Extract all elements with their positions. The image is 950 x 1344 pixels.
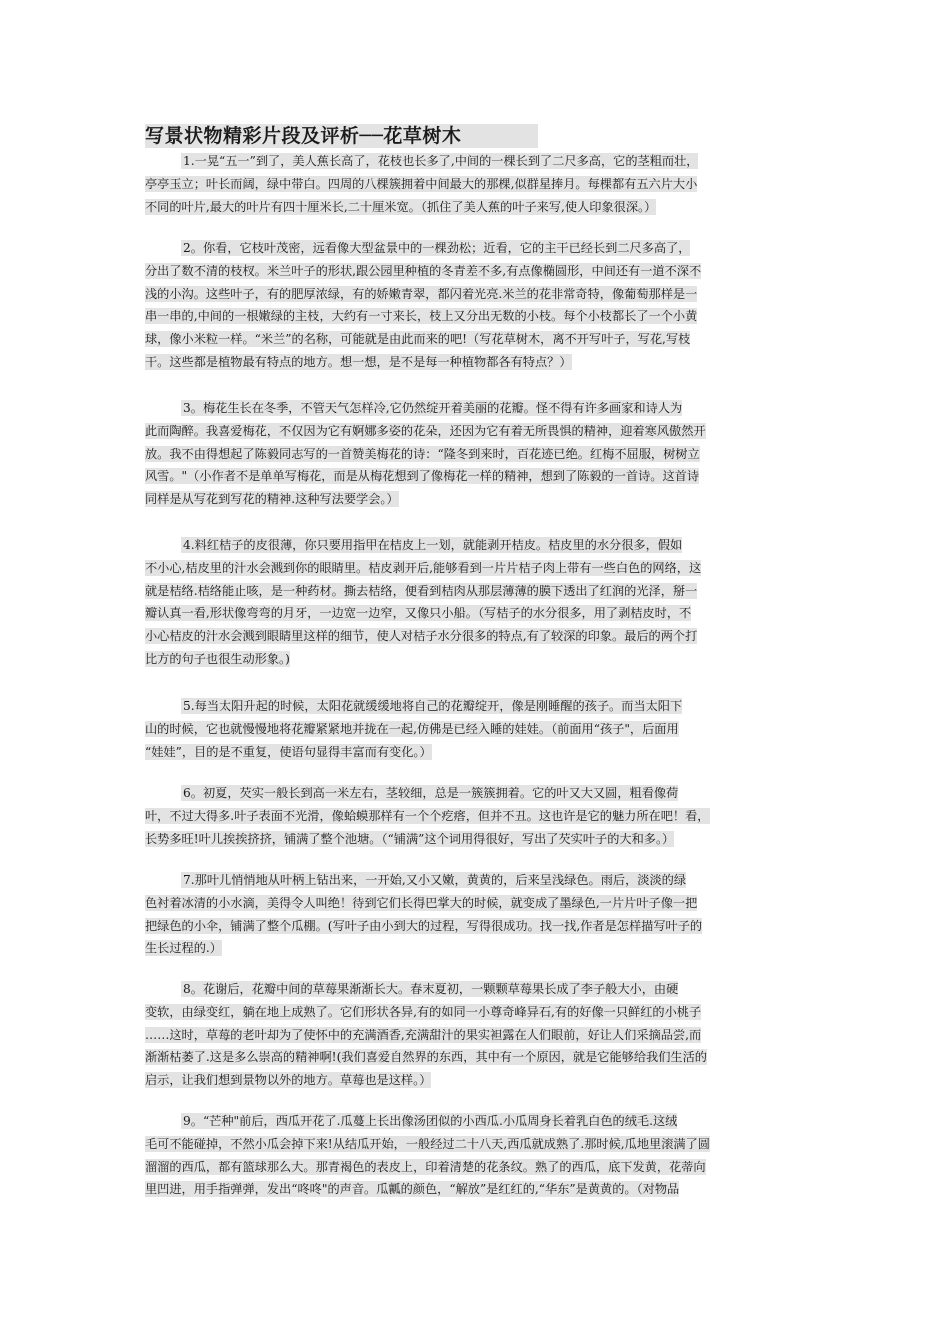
paragraph-line	[145, 741, 810, 764]
paragraph-line	[145, 420, 810, 443]
paragraph-line-text: 分出了数不清的枝杈。米兰叶子的形状,跟公园里种植的冬青差不多,有点像椭圆形，中间还有一道不深不	[145, 263, 702, 278]
paragraph-line	[145, 1001, 810, 1024]
paragraph-line-text: 把绿色的小伞，铺满了整个瓜棚。(写叶子由小到大的过程，写得很成功。找一找,作者是怎样描写叶子的	[145, 918, 703, 933]
paragraph-line-text: 3。梅花生长在冬季，不管天气怎样冷,它仍然绽开着美丽的花瓣。怪不得有许多画家和诗人为	[183, 401, 683, 415]
paragraph-line-text: 2。你看，它枝叶茂密，远看像大型盆景中的一棵劲松；近看，它的主干已经长到二尺多高了，	[183, 241, 691, 255]
paragraph-line	[145, 805, 810, 828]
paragraph-line-text: 不小心,桔皮里的汁水会溅到你的眼睛里。桔皮剥开后,能够看到一片片桔子肉上带有一些白色的网络，这	[145, 560, 702, 575]
paragraph-line	[145, 1069, 810, 1092]
paragraph-line	[145, 648, 810, 671]
paragraph-line	[145, 488, 810, 511]
paragraph-line-text: 6。初夏，芡实一般长到高一米左右，茎较细，总是一簇簇拥着。它的叶又大又圆，粗看像荷	[183, 786, 679, 800]
paragraph	[145, 534, 810, 671]
paragraph-line	[145, 1156, 810, 1179]
paragraph-line-text: 毛可不能碰掉，不然小瓜会掉下来!从结瓜开始，一般经过二十八天,西瓜就成熟了.那时候,瓜地里滚满了圆	[145, 1136, 710, 1151]
paragraph-line-text: 变软，由绿变红，躺在地上成熟了。它们形状各异,有的如同一小尊奇峰异石,有的好像一只鲜红的小桃子	[145, 1004, 702, 1019]
paragraph-line-text: 小心桔皮的汁水会溅到眼睛里这样的细节，使人对桔子水分很多的特点,有了较深的印象。最后的两个打	[145, 629, 698, 644]
paragraph-line-text: 球，像小米粒一样。“米兰”的名称，可能就是由此而来的吧!（写花草树木，离不开写叶子，写花,写枝	[145, 332, 691, 347]
paragraph	[145, 695, 810, 763]
paragraph-line	[145, 557, 810, 580]
paragraph-line	[145, 869, 810, 892]
paragraph-line-text: 串一串的,中间的一根嫩绿的主枝，大约有一寸来长，枝上又分出无数的小枝。每个小枝都长了一个小黄	[145, 309, 698, 324]
paragraph-line-text: 7.那叶儿悄悄地从叶柄上钻出来，一开始,又小又嫩，黄黄的，后来呈浅绿色。雨后，淡淡的绿	[183, 873, 687, 887]
paragraph-line	[145, 1024, 810, 1047]
paragraph-line	[145, 828, 810, 851]
paragraph-line	[145, 397, 810, 420]
paragraph-line	[145, 260, 810, 283]
paragraph-line	[145, 328, 810, 351]
paragraph	[145, 150, 810, 218]
paragraph-line-text: 不同的叶片,最大的叶片有四十厘米长,二十厘米宽。（抓住了美人蕉的叶子来写,使人印象很深。）	[145, 199, 657, 214]
paragraph-line	[145, 1178, 810, 1201]
paragraph-line-text: 叶，不过大得多.叶子表面不光滑，像蛤蟆那样有一个个疙瘩，但并不丑。这也许是它的魅力所在吧！看，	[145, 808, 710, 823]
document-title: 写景状物精彩片段及评析──花草树木	[145, 124, 538, 148]
paragraph-line-text: 同样是从写花到写花的精神.这种写法要学会。）	[145, 492, 399, 507]
paragraph-line-text: 风雪。"（小作者不是单单写梅花，而是从梅花想到了像梅花一样的精神，想到了陈毅的一首诗。这首诗	[145, 469, 700, 484]
paragraph	[145, 782, 810, 850]
paragraph-line-text: 渐渐枯萎了.这是多么崇高的精神啊!(我们喜爱自然界的东西，其中有一个原因，就是它能够给我们生活的	[145, 1050, 707, 1065]
paragraph-line-text: 山的时候，它也就慢慢地将花瓣紧紧地并拢在一起,仿佛是已经入睡的娃娃。（前面用“孩子"，后面用	[145, 721, 679, 736]
paragraph-line-text: 里凹进，用手指弹弹，发出“咚咚"的声音。瓜瓤的颜色，“解放”是红红的,“华东”是黄黄的。（对物品	[145, 1182, 680, 1197]
paragraph-line-text: 9。“芒种"前后，西瓜开花了.瓜蔓上长出像汤团似的小西瓜.小瓜周身长着乳白色的绒毛.这绒	[183, 1114, 678, 1128]
paragraph-line	[145, 196, 810, 219]
paragraph-line-text: 启示，让我们想到景物以外的地方。草莓也是这样。）	[145, 1073, 432, 1088]
paragraph-line-text: 5.每当太阳升起的时候，太阳花就缓缓地将自己的花瓣绽开，像是刚睡醒的孩子。而当太阳下	[183, 699, 683, 713]
paragraph-line-text: 长势多旺!叶儿挨挨挤挤，铺满了整个池塘。（“铺满”这个词用得很好，写出了芡实叶子的大和多。）	[145, 831, 675, 846]
paragraph-line	[145, 1110, 810, 1133]
paragraph-line	[145, 695, 810, 718]
paragraph-line-text: “娃娃”，目的是不重复，使语句显得丰富而有变化。）	[145, 744, 432, 759]
paragraph-line	[145, 892, 810, 915]
paragraph-line-text: 就是桔络.桔络能止咳，是一种药材。撕去桔络，便看到桔肉从那层薄薄的膜下透出了红润的光泽，掰一	[145, 583, 698, 598]
paragraph-line-text: 浅的小沟。这些叶子，有的肥厚浓绿，有的娇嫩青翠，都闪着光亮.米兰的花非常奇特，像葡萄那样是一	[145, 286, 698, 301]
paragraph-line	[145, 237, 810, 260]
paragraph-line	[145, 937, 810, 960]
paragraph-line-text: ……这时，草莓的老叶却为了使怀中的充满酒香,充满甜汁的果实袒露在人们眼前，好让人们采摘品尝,而	[145, 1027, 702, 1042]
paragraph-line-text: 1.一晃“五一”到了，美人蕉长高了，花枝也长多了,中间的一棵长到了二尺多高，它的茎粗而壮，	[183, 154, 699, 168]
paragraph-line	[145, 1046, 810, 1069]
paragraph-line-text: 放。我不由得想起了陈毅同志写的一首赞美梅花的诗：“隆冬到来时，百花迹已绝。红梅不屈服，树树立	[145, 446, 700, 461]
paragraph-line-text: 溜溜的西瓜，都有篮球那么大。那青褐色的表皮上，印着清楚的花条纹。熟了的西瓜，底下发黄，花蒂向	[145, 1159, 706, 1174]
paragraph-line	[145, 150, 810, 173]
paragraph-line-text: 此而陶醉。我喜爱梅花，不仅因为它有婀娜多姿的花朵，还因为它有着无所畏惧的精神，迎着寒风傲然开	[145, 423, 706, 438]
paragraph-line	[145, 305, 810, 328]
paragraph-line	[145, 351, 810, 374]
paragraph-line-text: 干。这些都是植物最有特点的地方。想一想，是不是每一种植物都各有特点？）	[145, 354, 572, 369]
paragraph	[145, 1110, 810, 1201]
paragraph-line-text: 比方的句子也很生动形象。)	[145, 651, 290, 666]
paragraph-line	[145, 718, 810, 741]
paragraph-line-text: 8。花谢后，花瓣中间的草莓果渐渐长大。春末夏初，一颗颗草莓果长成了李子般大小，由硬	[183, 982, 679, 996]
paragraph-line	[145, 534, 810, 557]
paragraph	[145, 869, 810, 960]
paragraph-line-text: 亭亭玉立；叶长而阔，绿中带白。四周的八棵簇拥着中间最大的那棵,似群星捧月。每棵都有五六片大小	[145, 176, 698, 191]
paragraph-line	[145, 625, 810, 648]
paragraph-line	[145, 602, 810, 625]
paragraph-line-text: 4.料红桔子的皮很薄，你只要用指甲在桔皮上一划，就能剥开桔皮。桔皮里的水分很多，假如	[183, 538, 683, 552]
paragraph-line-text: 色衬着冰清的小水滴，美得令人叫绝！待到它们长得巴掌大的时候，就变成了墨绿色,一片片叶子像一把	[145, 895, 698, 910]
paragraph-line	[145, 443, 810, 466]
paragraph-line	[145, 782, 810, 805]
paragraph-line-text: 瓣认真一看,形状像弯弯的月牙，一边宽一边窄，又像只小船。（写桔子的水分很多，用了剥桔皮时，不	[145, 606, 692, 621]
paragraph-line	[145, 465, 810, 488]
paragraph-line	[145, 1133, 810, 1156]
paragraph-line-text: 生长过程的.）	[145, 941, 222, 956]
paragraph	[145, 978, 810, 1092]
paragraph-line	[145, 978, 810, 1001]
paragraph	[145, 237, 810, 374]
paragraph-line	[145, 173, 810, 196]
paragraph	[145, 397, 810, 511]
paragraph-line	[145, 283, 810, 306]
paragraph-line	[145, 580, 810, 603]
paragraph-line	[145, 915, 810, 938]
